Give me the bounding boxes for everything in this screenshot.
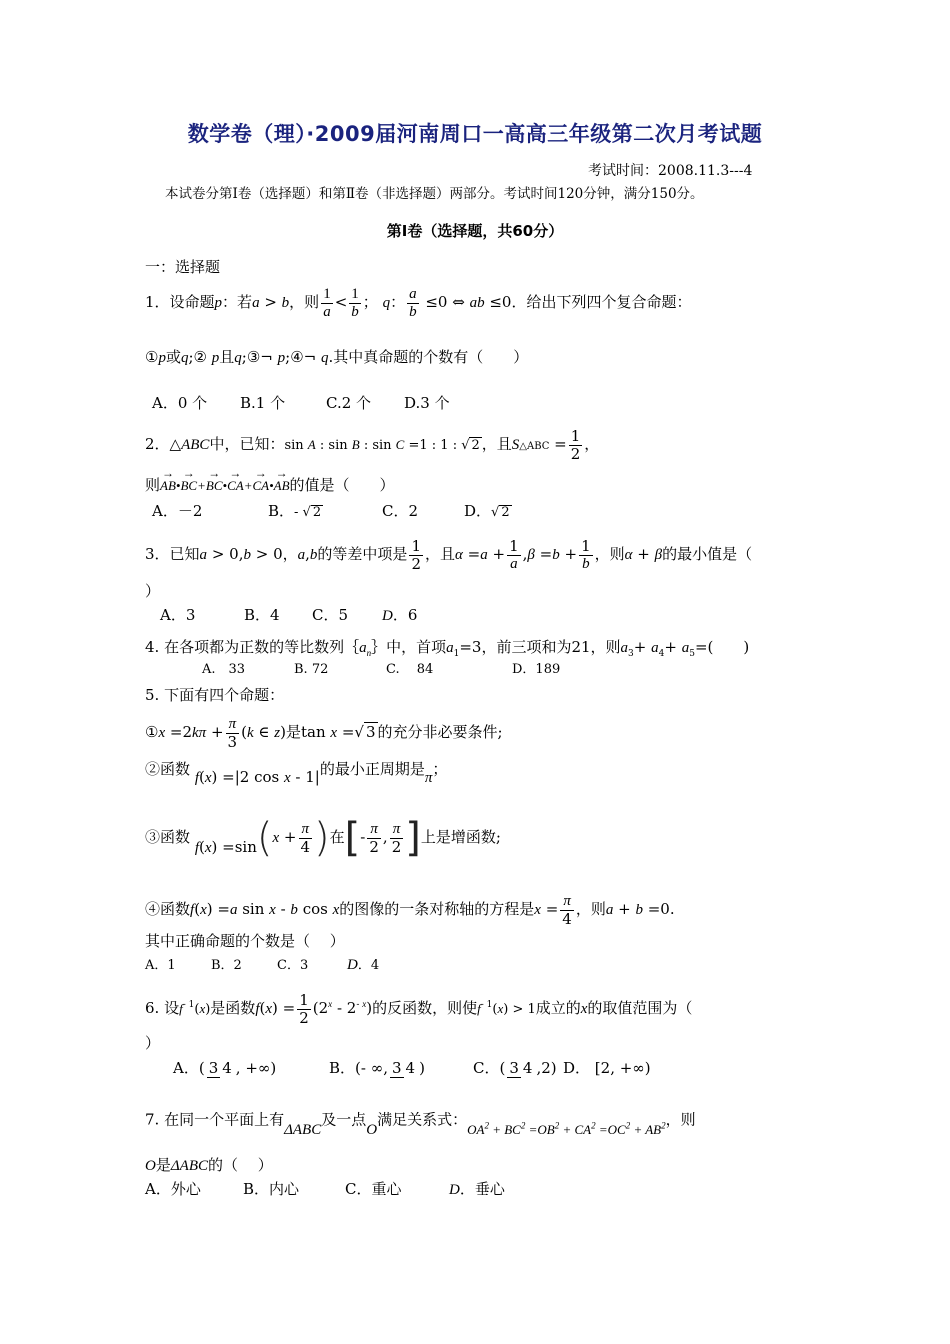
section-title: 第Ⅰ卷（选择题，共60分）: [386, 222, 564, 240]
question-1: 1．设命题p：若a > b，则 $\frac{1}{a}$ < $\frac{1}{b}$ ； q： $\frac{a}{b}$ ≤0 ⇔ ab ≤0．给出下列四个复合命题：: [145, 286, 692, 320]
question-3: 3．已知a > 0,b > 0，a,b的等差中项是 $\frac{1}{2}$ ，且α =a + $\frac{1}{a}$ ,β =b + $\frac{1}{b}$ ，则α + β的最小值是（: [145, 537, 753, 573]
choice-b[interactable]: B．4: [244, 606, 280, 624]
choice-d[interactable]: D．189: [512, 662, 561, 677]
choice-c[interactable]: C．5: [312, 606, 349, 624]
proposition-3: ③函数 f(x) =sin(x + $\frac{\pi}{4}$ )在[- $\frac{\pi}{2}$ , $\frac{\pi}{2}$ ]上是增函数;: [145, 815, 501, 861]
exam-time: 考试时间：2008.11.3---4: [588, 163, 753, 179]
choice-d[interactable]: D．√ 2: [464, 502, 510, 520]
choice-b[interactable]: B. 72: [294, 662, 329, 677]
question-2: 2．△ABC中，已知：sin A : sin B : sin C =1 : 1 : √ 2 ，且S△ABC = $\frac{1}{2}$ ，: [145, 427, 600, 463]
choice-a[interactable]: A．0 个: [152, 394, 208, 412]
choice-c[interactable]: C．3: [277, 958, 309, 973]
question-7: 7. 在同一个平面上有ΔABC及一点O满足关系式：$OA^2 + BC^2 =OB^2 + CA^2 =OC^2 + AB^2$，则: [145, 1110, 696, 1139]
choice-b[interactable]: B．2: [211, 958, 242, 973]
choice-c[interactable]: C. 84: [386, 662, 434, 677]
question-4: 4. 在各项都为正数的等比数列$\{a_n\}$中，首项$a_1=3$，前三项和为21，则$a_3+ a_4+ a_5=$( ): [145, 638, 750, 659]
question-4-choices: [202, 663, 560, 676]
question-3-line2: ）: [145, 582, 161, 600]
choice-c[interactable]: C.2 个: [326, 394, 372, 412]
question-2-choices: [152, 504, 512, 519]
choice-b[interactable]: B．(- ∞, 3 4 ): [329, 1058, 425, 1077]
choice-d[interactable]: D．垂心: [449, 1180, 505, 1198]
question-6: 6. 设$f^{- 1}(x)$是函数f(x) = $\frac{1}{2}$ $(2^x - 2^{- x})$的反函数，则使$f^{- 1}(x) > 1$成立的x的取值范围为（: [145, 991, 693, 1027]
choice-b[interactable]: B．- √ 2: [268, 502, 322, 520]
question-1-choices: [152, 396, 450, 411]
question-3-choices: [160, 608, 417, 624]
choice-c[interactable]: C．重心: [345, 1180, 402, 1198]
choice-a[interactable]: A．3: [160, 606, 196, 624]
question-7-choices: [145, 1182, 505, 1198]
choice-c[interactable]: C．2: [382, 502, 419, 520]
proposition-4: ④函数f(x) =a sin x - b cos x的图像的一条对称轴的方程是x = $\frac{\pi}{4}$ ，则a + b =0.: [145, 893, 675, 928]
choice-d[interactable]: D．4: [347, 957, 380, 973]
choice-c[interactable]: C．( 3 4 ,2): [473, 1058, 557, 1077]
exam-intro: 本试卷分第Ⅰ卷（选择题）和第Ⅱ卷（非选择题）两部分。考试时间120分钟，满分150分。: [165, 186, 704, 202]
proposition-1: ①x =2kπ + $\frac{\pi}{3}$ (k ∈ z)是tan x =√ 3 的充分非必要条件;: [145, 716, 503, 751]
question-2-line2: 则→ AB•→ BC+→ BC•→ CA+→ CA•→ AB的值是（ ）: [145, 476, 395, 493]
question-5: 5. 下面有四个命题：: [145, 686, 285, 704]
choice-a[interactable]: A．1: [145, 958, 176, 973]
choice-d[interactable]: D． [2, +∞): [563, 1058, 651, 1077]
choice-d[interactable]: D.3 个: [404, 394, 450, 412]
question-1-options-line: ①p或q;② p且q;③¬ p;④¬ q.其中真命题的个数有（ ）: [145, 348, 529, 366]
choice-a[interactable]: A．( 3 4 , +∞): [173, 1058, 277, 1077]
question-5-ask: 其中正确命题的个数是（ ）: [145, 932, 345, 950]
question-6-choices: [173, 1060, 651, 1078]
page-title: 数学卷（理）·2009届河南周口一高高三年级第二次月考试题: [187, 122, 763, 146]
question-6-line2: ）: [145, 1034, 161, 1052]
choice-a[interactable]: A. 33: [202, 662, 246, 677]
question-5-choices: [145, 958, 379, 973]
choice-b[interactable]: B.1 个: [240, 394, 286, 412]
choice-a[interactable]: A．外心: [145, 1180, 201, 1198]
proposition-2: ②函数 f(x) =|2 cos x - 1|的最小正周期是π；: [145, 760, 448, 786]
question-7-line2: O是ΔABC的（ ）: [145, 1156, 273, 1174]
part-label: 一：选择题: [145, 258, 221, 276]
choice-b[interactable]: B．内心: [243, 1180, 300, 1198]
choice-a[interactable]: A．－2: [152, 502, 203, 520]
choice-d[interactable]: D．6: [382, 606, 418, 624]
